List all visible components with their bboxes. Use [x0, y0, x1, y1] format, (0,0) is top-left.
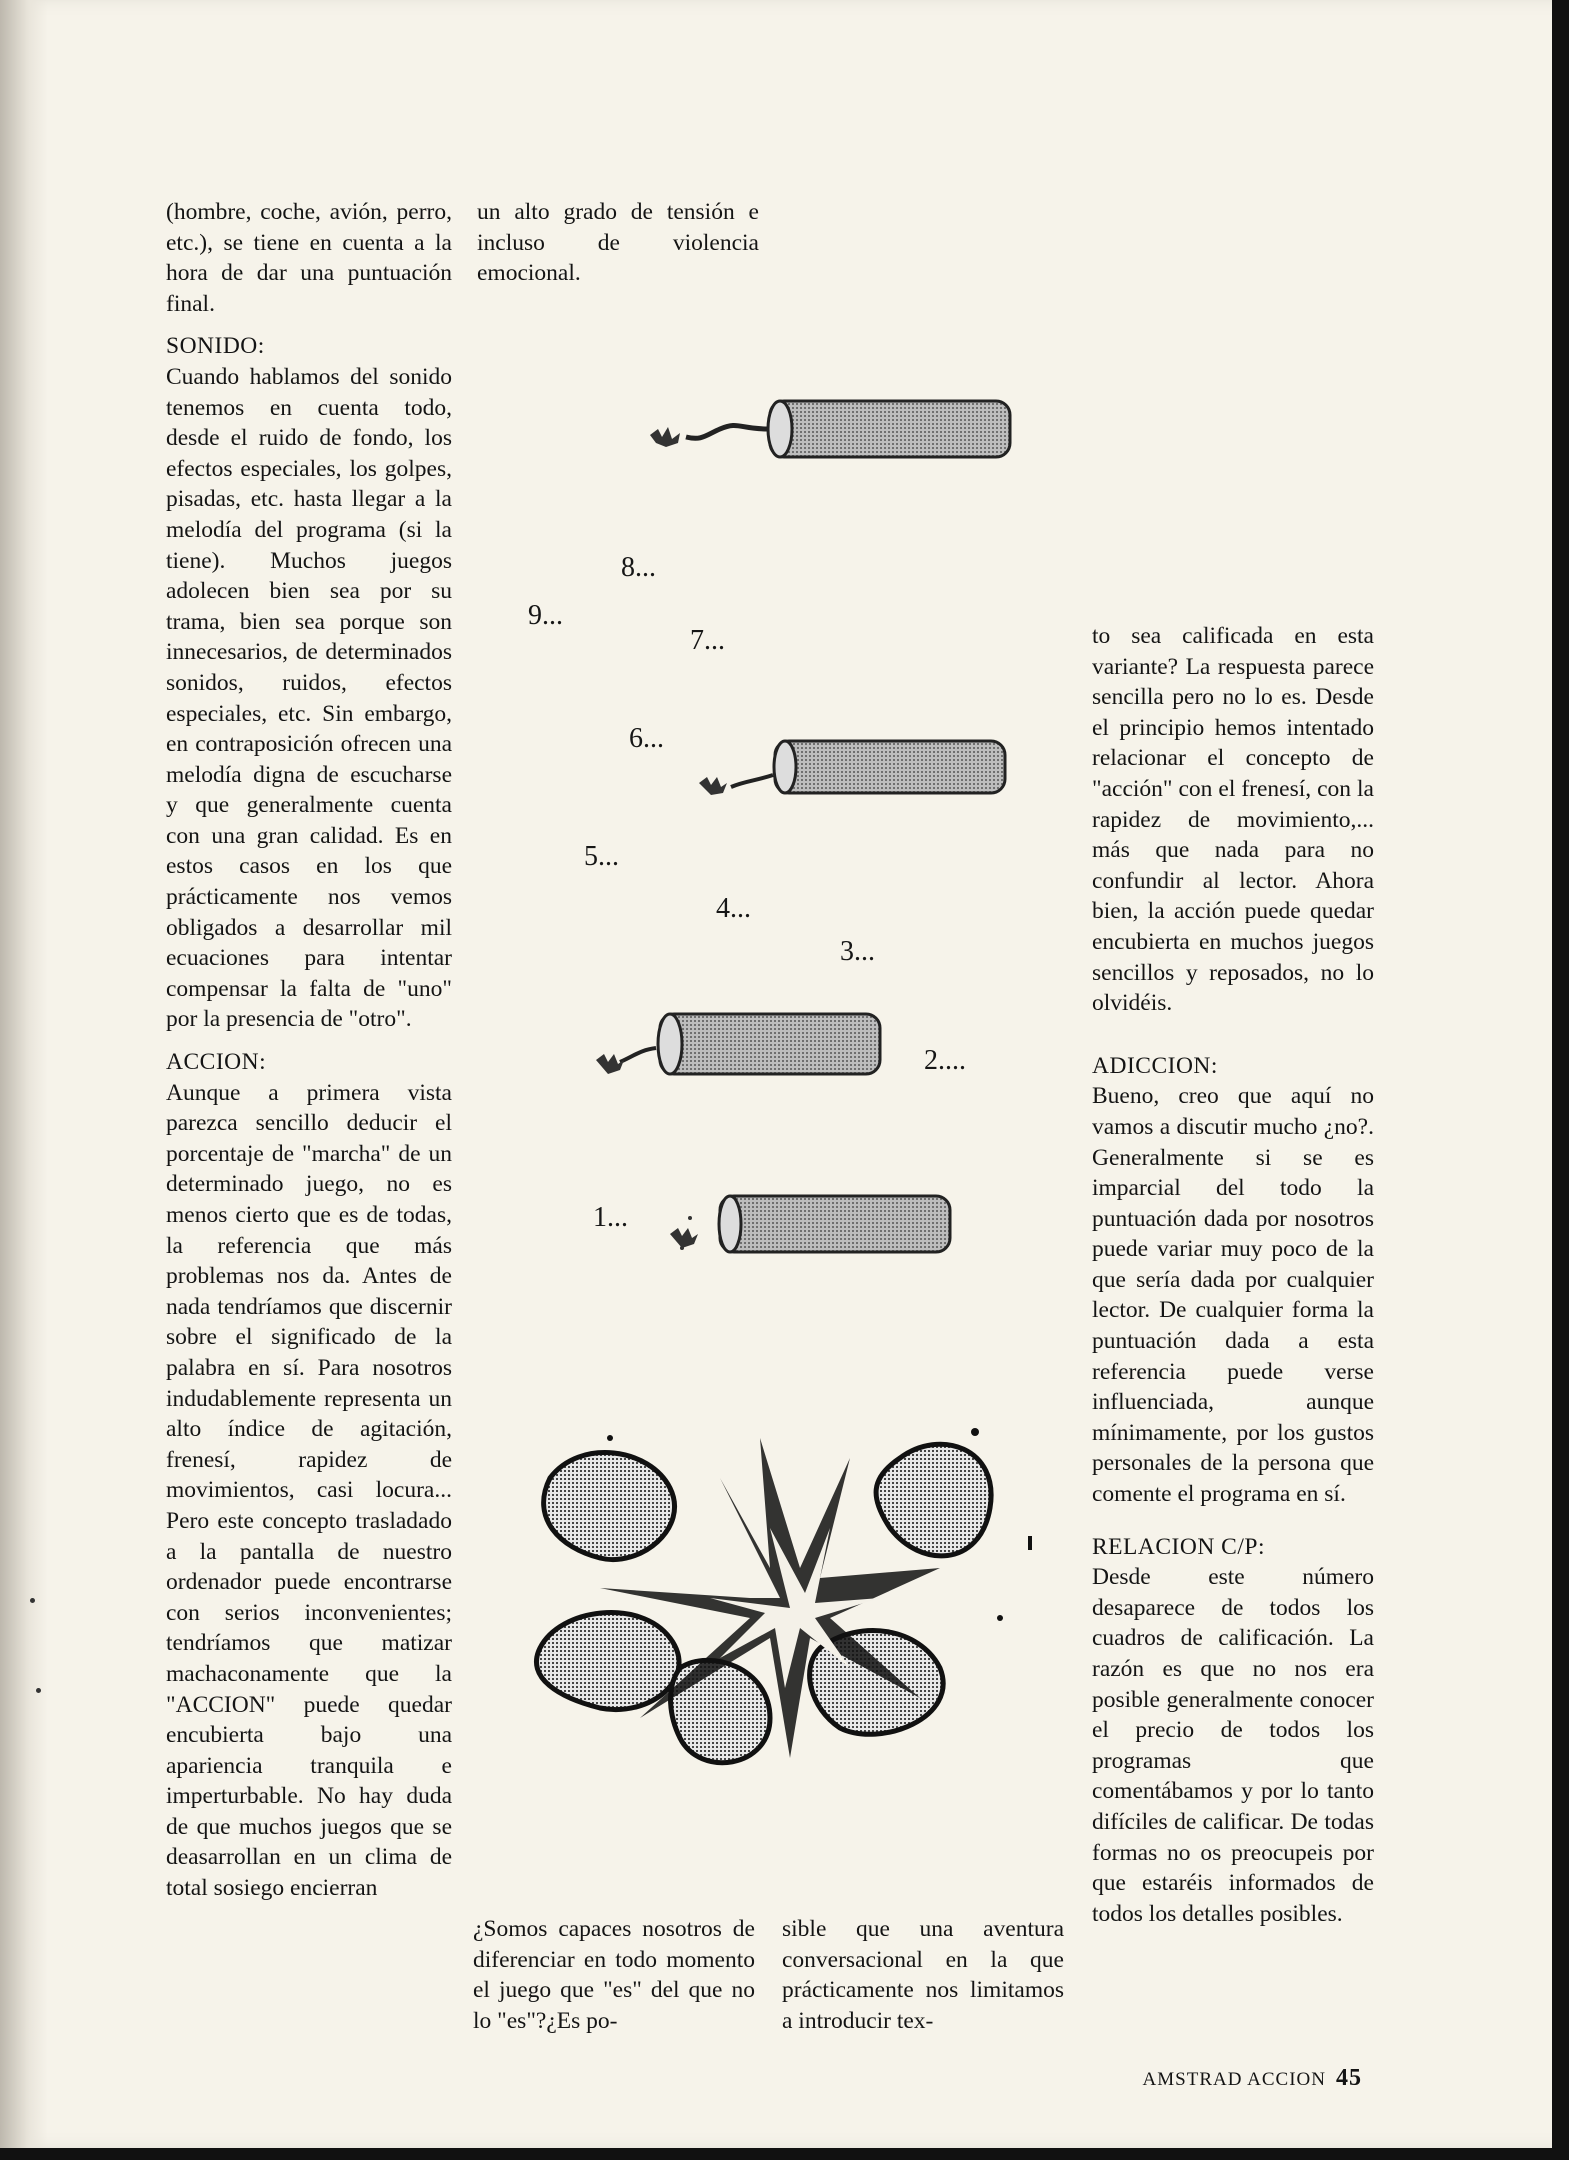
- intro-paragraph: (hombre, coche, avión, perro, etc.), se tiene en cuenta a la hora de dar una puntuación final.: [166, 199, 452, 317]
- column-4: [1092, 621, 1374, 1929]
- relacion-paragraph: Desde este número desaparece de todos los cuadros de calificación. La razón es que no nos era posible generalmente conocer el precio de todos los programas que comentábamos y por lo tanto difíciles de calificar. De todas formas no os preocupeis por que estaréis informados de todos los detalles posibles.: [1092, 1564, 1374, 1927]
- spine-shadow: [0, 0, 48, 2148]
- dynamite-stick-2-icon: [685, 735, 1015, 815]
- column-1: [166, 197, 452, 1904]
- countdown-8: 8...: [621, 552, 656, 583]
- countdown-4: 4...: [716, 893, 751, 924]
- accion-heading: ACCION:: [166, 1049, 267, 1076]
- magazine-name: AMSTRAD ACCION: [1142, 2069, 1326, 2090]
- countdown-6: 6...: [629, 723, 664, 754]
- dynamite-stick-1-icon: [640, 395, 1020, 475]
- adiccion-paragraph: Bueno, creo que aquí no vamos a discutir mucho ¿no?. Generalmente si se es imparcial del todo la puntuación dada por nosotros puede variar muy poco de la que sería dada por cualquier lector. De cualquier forma la puntuación dada a esta referencia puede verse influenciada, aunque mínimamente, por los gustos personales de la persona que comente el programa en sí.: [1092, 1083, 1374, 1508]
- countdown-3: 3...: [840, 936, 875, 967]
- col2-top-paragraph: un alto grado de tensión e incluso de violencia emocional.: [477, 199, 759, 287]
- column-2-bottom: [473, 1914, 755, 2036]
- margin-dot: [30, 1598, 35, 1603]
- col2-bottom-paragraph: ¿Somos capaces nosotros de diferenciar en todo momento el juego que "es" del que no lo "es"?¿Es po-: [473, 1916, 755, 2034]
- dynamite-stick-3-icon: [590, 1008, 890, 1098]
- countdown-2: 2....: [924, 1045, 966, 1076]
- page-footer: [1143, 2065, 1362, 2092]
- col3-bottom-paragraph: sible que una aventura conversacional en la que prácticamente nos limitamos a introducir tex-: [782, 1916, 1064, 2034]
- page-number: 45: [1336, 2065, 1362, 2091]
- margin-dot: [36, 1688, 41, 1693]
- dynamite-stick-4-icon: [660, 1190, 960, 1270]
- countdown-7: 7...: [690, 625, 725, 656]
- countdown-1: 1...: [593, 1202, 628, 1233]
- explosion-icon: [520, 1418, 1040, 1798]
- sonido-heading: SONIDO:: [166, 333, 265, 360]
- countdown-5: 5...: [584, 841, 619, 872]
- accion-paragraph: Aunque a primera vista parezca sencillo deducir el porcentaje de "marcha" de un determinado juego, no es menos cierto que es de todas, la referencia que más problemas nos da. Antes de nada tendríamos que discernir sobre el significado de la palabra en sí. Para nosotros indudablemente representa un alto índice de agitación, frenesí, rapidez de movimientos, casi locura... Pero este concepto trasladado a la pantalla de nuestro ordenador puede encontrarse con serios inconvenientes; tendríamos que matizar machaconamente que la "ACCION" puede quedar encubierta bajo una apariencia tranquila e imperturbable. No hay duda de que muchos juegos que se deasarrollan en un clima de total sosiego encierran: [166, 1079, 452, 1902]
- adiccion-heading: ADICCION:: [1092, 1052, 1218, 1079]
- relacion-heading: RELACION C/P:: [1092, 1533, 1265, 1560]
- column-2-top: [477, 197, 759, 289]
- column-3-bottom: [782, 1914, 1064, 2036]
- sonido-paragraph: Cuando hablamos del sonido tenemos en cuenta todo, desde el ruido de fondo, los efectos especiales, los golpes, pisadas, etc. hasta llegar a la melodía del programa (si la tiene). Muchos juegos adolecen bien sea por su trama, bien sea porque son innecesarios, de determinados sonidos, ruidos, efectos especiales, etc. Sin embargo, en contraposición ofrecen una melodía digna de escucharse y que generalmente cuenta con una gran calidad. Es en estos casos en los que prácticamente nos vemos obligados a desarrollar mil ecuaciones para intentar compensar la falta de "uno" por la presencia de "otro".: [166, 363, 452, 1033]
- col4-intro-paragraph: to sea calificada en esta variante? La respuesta parece sencilla pero no lo es. Desde el principio hemos intentado relacionar el concepto de "acción" con el frenesí, con la rapidez de movimiento,... más que nada para no confundir al lector. Ahora bien, la acción puede quedar encubierta en muchos juegos sencillos y reposados, no lo olvidéis.: [1092, 623, 1374, 1017]
- countdown-9: 9...: [528, 600, 563, 631]
